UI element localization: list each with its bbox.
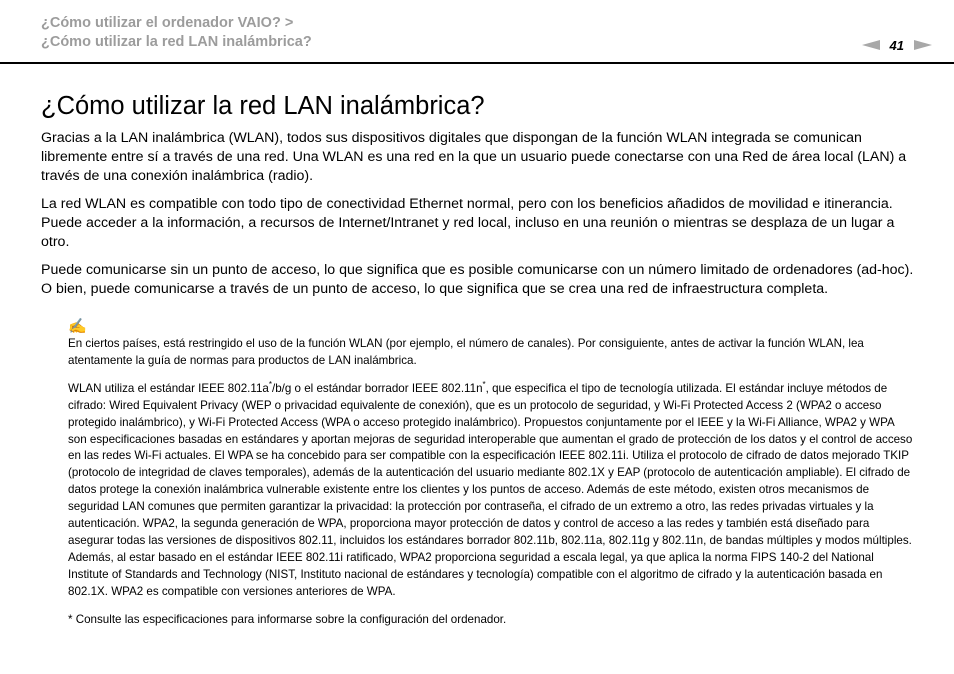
page-number: 41 [889, 37, 904, 53]
breadcrumb [41, 14, 312, 52]
paragraph-access-point: Puede comunicarse sin un punto de acceso, lo que significa que es posible comunicarse con un número limitado de ordenadores (ad-hoc). O bien, puede comunicarse a través de un punto de acceso, lo que significa que se crea una red de infraestructura completa. [41, 262, 914, 297]
note-standards-text-c: , que especifica el tipo de tecnología utilizada. El estándar incluye métodos de cifrado: Wired Equivalent Privacy (WEP o privacidad equivalente de conexión), que es un protocolo de seguridad, y Wi-Fi Protected Access 2 (WPA2 o acceso protegido inalámbrico), y Wi-Fi Protected Access (WPA o acceso protegido inalámbrico). Propuestos conjuntamente por el IEEE y la Wi-Fi Alliance, WPA2 y WPA son especificaciones basadas en estándares y aportan mejoras de seguridad interoperable que aumentan el grado de protección de los datos y el control de acceso en las redes Wi-Fi actuales. El WPA se ha concebido para ser compatible con la especificación IEEE 802.11i. Utiliza el protocolo de cifrado de datos mejorado TKIP (protocolo de integridad de claves temporales), además de la autenticación del usuario mediante 802.1X y EAP (protocolo de autenticación ampliable). El cifrado de datos protege la conexión inalámbrica vulnerable existente entre los clientes y los puntos de acceso. Además de este método, existen otros mecanismos de seguridad LAN comunes que permiten garantizar la privacidad: la protección por contraseña, el cifrado de un extremo a otro, las redes privadas virtuales y la autenticación. WPA2, la segunda generación de WPA, proporciona mayor protección de datos y control de acceso a las redes y también está diseñado para asegurar todas las versiones de dispositivos 802.11, incluidos los estándares borrador 802.11b, 802.11a, 802.11g y 802.11n, de bandas múltiples y modos múltiples. Además, al estar basado en el estándar IEEE 802.11i ratificado, WPA2 proporciona seguridad a escala legal, ya que aplica la norma FIPS 140-2 del National Institute of Standards and Technology (NIST, Instituto nacional de estándares y tecnología) compatible con el algoritmo de cifrado y la autenticación basada en 802.1X. WPA2 es compatible con versiones anteriores de WPA. [68, 381, 913, 598]
page-header [0, 0, 954, 64]
breadcrumb-parent-link[interactable]: ¿Cómo utilizar el ordenador VAIO? > [41, 15, 294, 31]
paragraph-intro: Gracias a la LAN inalámbrica (WLAN), todos sus dispositivos digitales que dispongan de la función WLAN integrada se comunican libremente entre sí a través de una red. Una WLAN es una red en la que un usuario puede conectarse con una Red de área local (LAN) a través de una conexión inalámbrica (radio). [41, 130, 907, 184]
header-divider [0, 62, 954, 64]
page-title: ¿Cómo utilizar la red LAN inalámbrica? [41, 92, 485, 120]
note-paragraph-standards [68, 381, 914, 601]
footnote-marker: * [482, 379, 486, 389]
previous-page-arrow-icon[interactable] [862, 40, 880, 50]
note-paragraph-restrictions: En ciertos países, está restringido el uso de la función WLAN (por ejemplo, el número de canales). Por consiguiente, antes de activar la función WLAN, lea atentamente la guía de normas para productos de LAN inalámbrica. [68, 337, 864, 367]
note-standards-text-a: WLAN utiliza el estándar IEEE 802.11a [68, 381, 269, 395]
note-section [68, 318, 914, 640]
pencil-icon: ✍ [68, 318, 87, 335]
note-standards-text-b: /b/g o el estándar borrador IEEE 802.11n [271, 381, 483, 395]
paragraph-compatibility: La red WLAN es compatible con todo tipo de conectividad Ethernet normal, pero con los beneficios añadidos de movilidad e itinerancia. Puede acceder a la información, a recursos de Internet/Intranet y red local, incluso en una reunión o mientras se desplaza de un lugar a otro. [41, 196, 895, 250]
breadcrumb-current[interactable]: ¿Cómo utilizar la red LAN inalámbrica? [41, 34, 312, 50]
next-page-arrow-icon[interactable] [914, 40, 932, 50]
page-navigation [862, 37, 932, 53]
footnote-marker: * [268, 379, 272, 389]
body-text [41, 129, 916, 308]
footnote: * Consulte las especificaciones para informarse sobre la configuración del ordenador. [68, 612, 507, 626]
